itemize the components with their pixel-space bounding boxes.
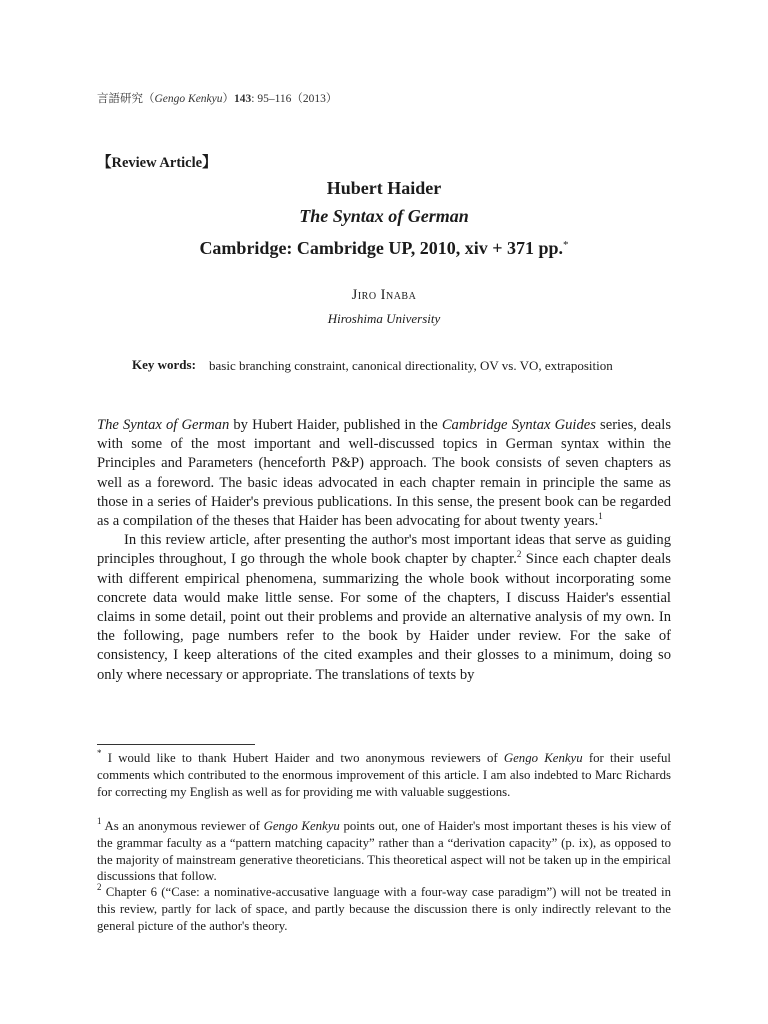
footnote-1-mark: 1 — [97, 816, 102, 826]
footnote-star-mark: * — [97, 748, 102, 758]
footnote-star-journal: Gengo Kenkyu — [503, 751, 583, 765]
footnote-2 — [97, 884, 671, 934]
reviewer-name: Jiro Inaba — [351, 287, 417, 303]
footnote-2-text: Chapter 6 (“Case: a nominative-accusative language with a four-way case paradigm”) will not be treated in this review, partly for lack of space, and partly because the discussion there is only indirectly relevant to the general picture of the author's theory. — [97, 885, 671, 933]
footnote-1-text-a: As an anonymous reviewer of — [101, 819, 264, 833]
footnote-ref-1: 1 — [598, 511, 603, 522]
paragraph-1-text-a: by Hubert Haider, published in the — [229, 417, 442, 433]
footnote-2-mark: 2 — [97, 882, 102, 892]
journal-volume: 143 — [234, 93, 252, 105]
keywords-text: basic branching constraint, canonical directionality, OV vs. VO, extraposition — [209, 358, 613, 373]
footnote-divider — [97, 744, 255, 745]
section-label: 【Review Article】 — [97, 155, 217, 171]
footnote-star — [97, 750, 671, 800]
paragraph-1 — [97, 416, 671, 531]
footnote-ref-2: 2 — [516, 549, 522, 560]
book-title-text: The Syntax of German — [299, 206, 469, 226]
book-title-ref: The Syntax of German — [97, 417, 230, 433]
reviewed-author: Hubert Haider — [326, 178, 442, 198]
reviewer-affiliation: Hiroshima University — [327, 311, 441, 326]
journal-pages: : 95–116（2013） — [251, 93, 338, 105]
article-body — [97, 416, 671, 685]
footnote-1-journal: Gengo Kenkyu — [263, 819, 340, 833]
publication-footnote-mark: * — [563, 239, 569, 251]
paragraph-2-text-b: Since each chapter deals with different empirical phenomena, summarizing the whole book without incorporating some concrete data would make little sense. For some of the chapters, I discuss Haider's essential claims in some detail, point out their problems and provide an alternative analysis of my own. In the following, page numbers refer to the book by Haider under review. For the sake of consistency, I keep alterations of the cited examples and their glosses to a minimum, doing so only where necessary or appropriate. The translations of texts by — [97, 551, 671, 683]
keywords-label: Key words: — [132, 357, 196, 372]
publication-text: Cambridge: Cambridge UP, 2010, xiv + 371 pp. — [199, 238, 564, 258]
footnote-star-text-a: I would like to thank Hubert Haider and two anonymous reviewers of — [101, 751, 504, 765]
paragraph-2-text-a: In this review article, after presenting the author's most important ideas that serve as guiding principles throughout, I go through the whole book chapter by chapter. — [97, 532, 671, 568]
running-header — [97, 90, 337, 106]
footnote-star-text-b: for their useful comments which contributed to the enormous improvement of this article. I am also indebted to Marc Richards for correcting my English as well as for providing me with valuable suggestions. — [97, 751, 671, 799]
journal-name-en: Gengo Kenkyu — [154, 93, 223, 105]
paragraph-2 — [97, 531, 671, 685]
book-title — [97, 202, 671, 230]
publication-info — [97, 231, 671, 262]
series-name: Cambridge Syntax Guides — [441, 417, 596, 433]
journal-name-jp: 言語研究（ — [97, 93, 155, 105]
paragraph-1-text-b: series, deals with some of the most important and well-discussed topics in German syntax within the Principles and Parameters (henceforth P&P) approach. The book consists of seven chapters as well as a foreword. The basic ideas advocated in each chapter remain in principle the same as those in a series of Haider's previous publications. In this sense, the present book can be regarded as a compilation of the theses that Haider has been advocating for about twenty years. — [97, 417, 672, 530]
journal-close: ） — [222, 93, 235, 105]
footnote-1-text-b: points out, one of Haider's most important theses is his view of the grammar faculty as a “pattern matching capacity” rather than a “derivation capacity” (p. ix), as opposed to the majority of mainstream generative theoreticians. This theoretical aspect will not be taken up in the empirical discussions that follow. — [97, 819, 671, 884]
footnote-1 — [97, 818, 671, 885]
